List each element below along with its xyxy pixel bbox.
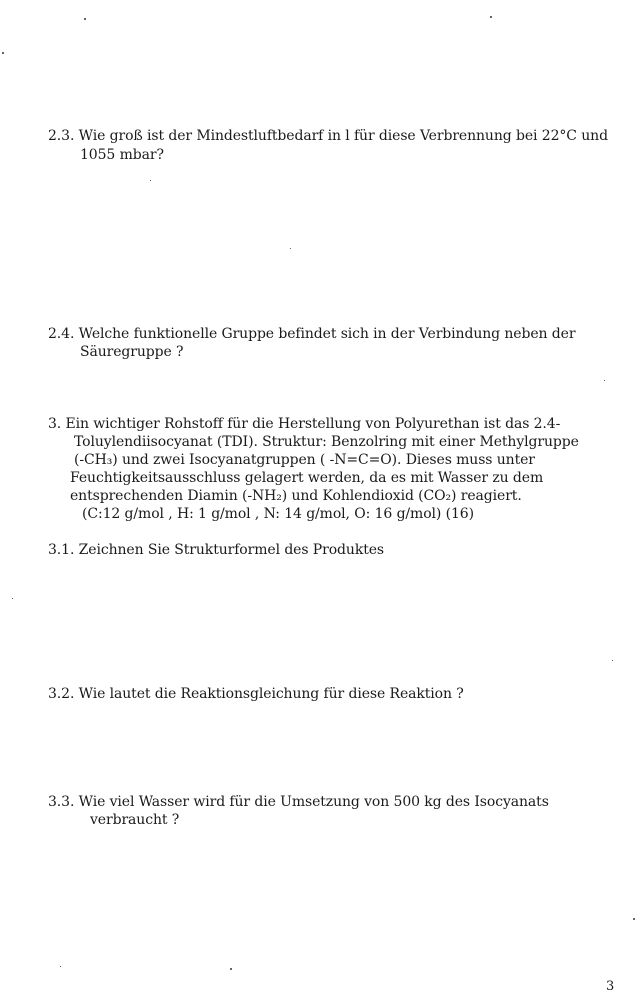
question-3-line-1: 3. Ein wichtiger Rohstoff für die Herstellung von Polyurethan ist das 2.4- <box>48 416 561 432</box>
question-2-3-line-1: 2.3. Wie groß ist der Mindestluftbedarf in l für diese Verbrennung bei 22°C und <box>48 128 608 144</box>
scan-speck <box>604 380 605 381</box>
scan-speck <box>12 598 13 599</box>
question-3-line-2: Toluylendiisocyanat (TDI). Struktur: Benzolring mit einer Methylgruppe <box>74 434 579 450</box>
question-3-line-5: entsprechenden Diamin (-NH₂) und Kohlendioxid (CO₂) reagiert. <box>70 488 522 504</box>
scan-speck <box>2 52 4 54</box>
scan-speck <box>84 18 86 20</box>
question-3-line-4: Feuchtigkeitsausschluss gelagert werden, da es mit Wasser zu dem <box>70 470 544 486</box>
scan-speck <box>633 918 635 920</box>
scan-speck <box>60 966 61 967</box>
question-3-3-line-1: 3.3. Wie viel Wasser wird für die Umsetzung von 500 kg des Isocyanats <box>48 794 549 810</box>
question-3-1-line-1: 3.1. Zeichnen Sie Strukturformel des Produktes <box>48 542 385 558</box>
scan-speck <box>230 968 232 970</box>
question-3-line-6: (C:12 g/mol , H: 1 g/mol , N: 14 g/mol, O: 16 g/mol) (16) <box>82 506 474 522</box>
question-3-2-line-1: 3.2. Wie lautet die Reaktionsgleichung für diese Reaktion ? <box>48 686 464 702</box>
scan-speck <box>612 660 613 661</box>
page-number: 3 <box>606 979 615 994</box>
question-3-line-3: (-CH₃) und zwei Isocyanatgruppen ( -N=C=O). Dieses muss unter <box>74 452 535 468</box>
scan-speck <box>150 180 151 181</box>
scan-speck <box>490 16 492 18</box>
question-2-3-line-2: 1055 mbar? <box>80 147 164 163</box>
question-2-4-line-1: 2.4. Welche funktionelle Gruppe befindet sich in der Verbindung neben der <box>48 326 576 342</box>
question-2-4-line-2: Säuregruppe ? <box>80 344 184 360</box>
scan-speck <box>290 248 291 249</box>
question-3-3-line-2: verbraucht ? <box>90 812 180 828</box>
